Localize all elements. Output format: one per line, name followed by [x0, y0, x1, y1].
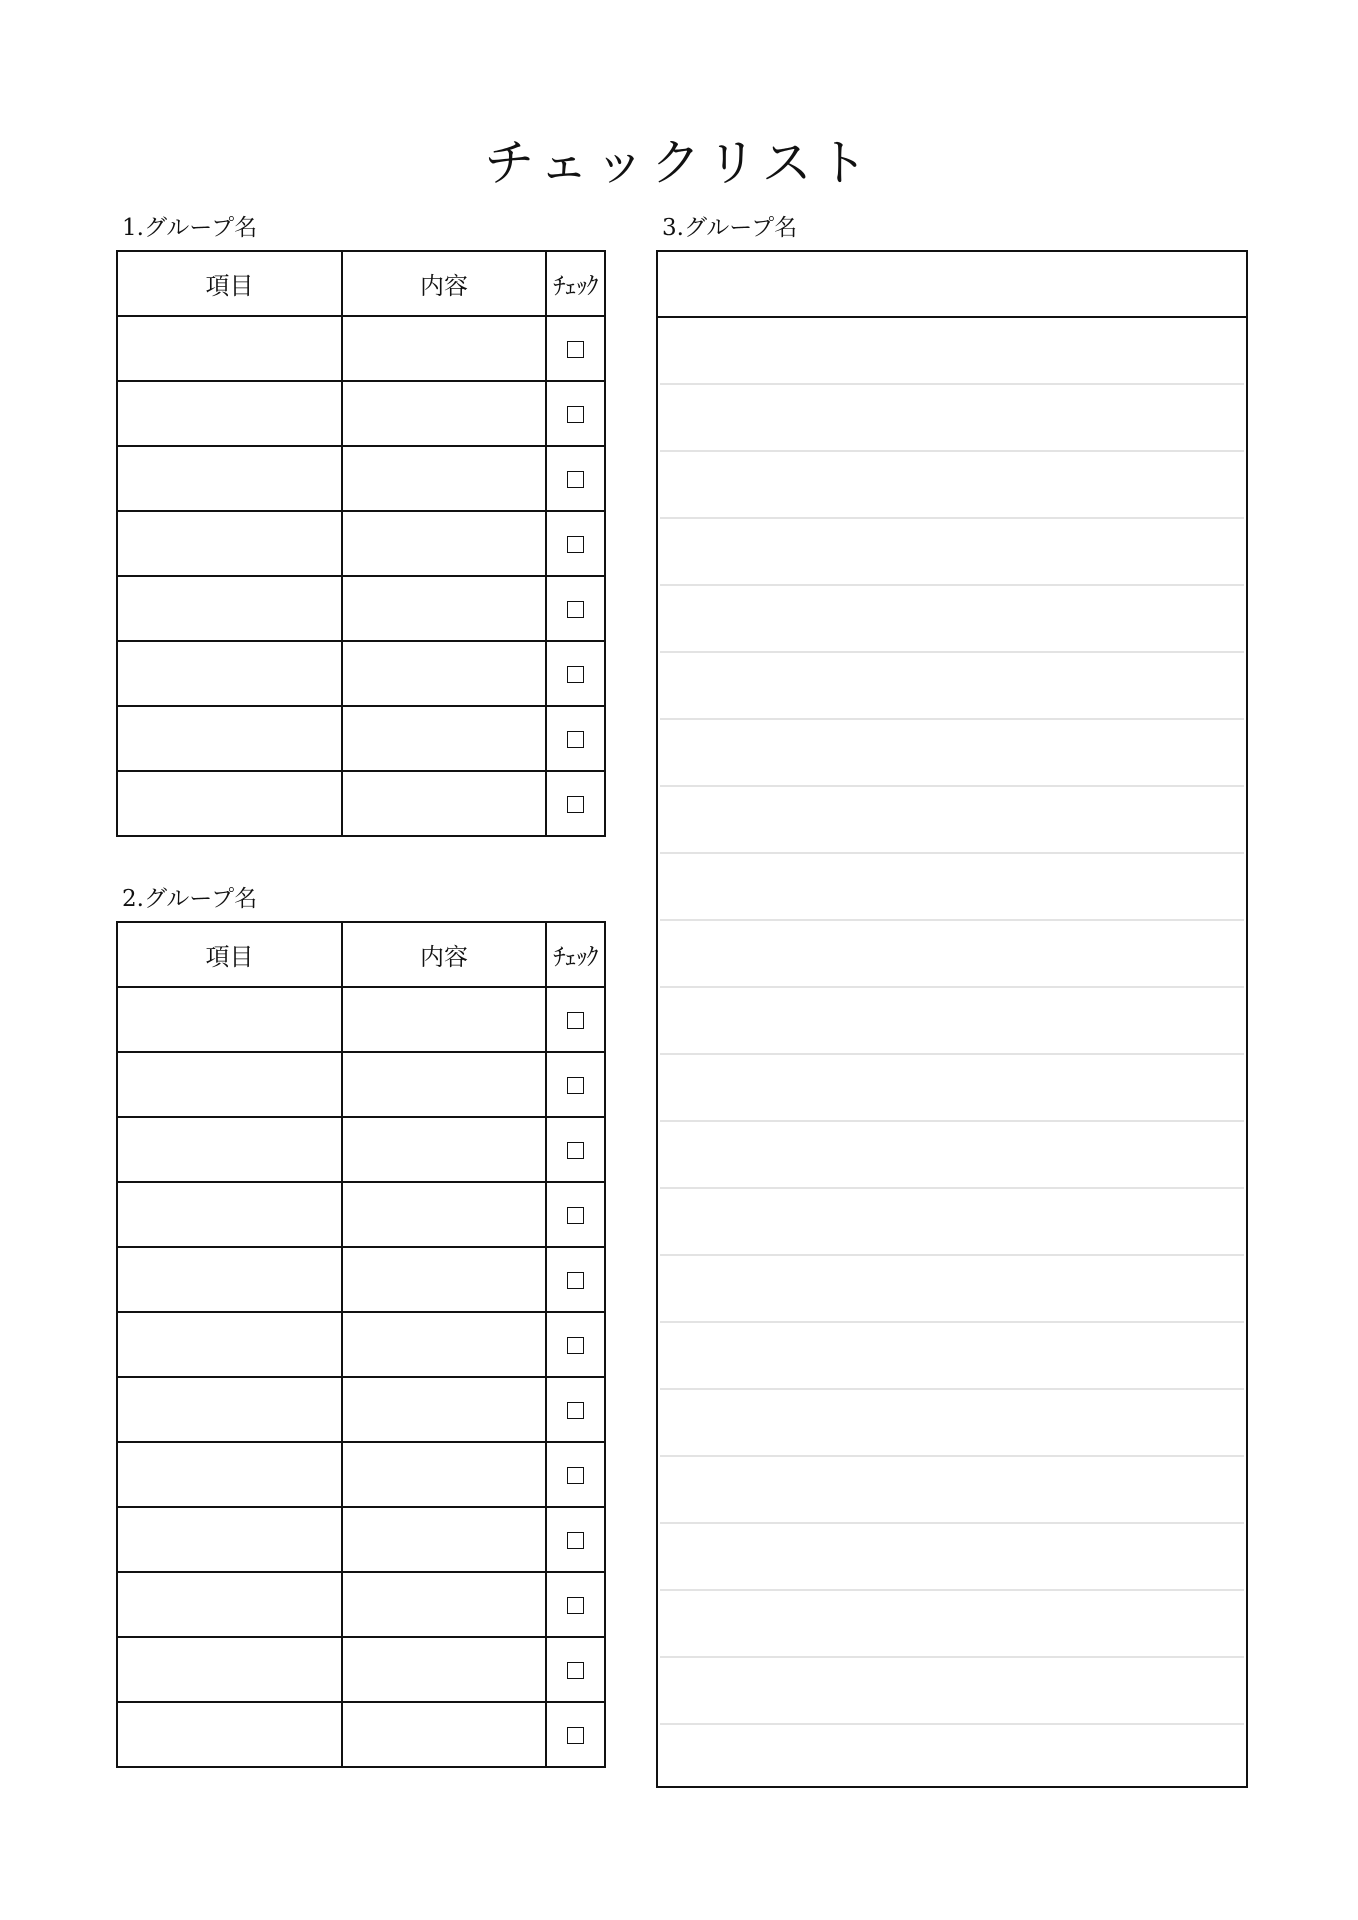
item-column-header: 項目 [117, 251, 342, 316]
content-cell[interactable] [342, 511, 546, 576]
note-line[interactable] [660, 1256, 1244, 1323]
item-cell[interactable] [117, 1247, 342, 1312]
table-row [117, 446, 605, 511]
item-cell[interactable] [117, 771, 342, 836]
check-cell [546, 1572, 605, 1637]
checkbox-icon[interactable] [567, 1532, 584, 1549]
table-row [117, 1637, 605, 1702]
note-line[interactable] [660, 1390, 1244, 1457]
content-cell[interactable] [342, 1117, 546, 1182]
item-cell[interactable] [117, 987, 342, 1052]
table-row [117, 511, 605, 576]
content-cell[interactable] [342, 381, 546, 446]
check-cell [546, 1182, 605, 1247]
group-3-notes-lines [658, 318, 1246, 1792]
group-2-label: 2.グループ名 [122, 886, 258, 912]
note-line[interactable] [660, 1524, 1244, 1591]
content-cell[interactable] [342, 706, 546, 771]
checkbox-icon[interactable] [567, 796, 584, 813]
item-cell[interactable] [117, 1702, 342, 1767]
note-line[interactable] [660, 988, 1244, 1055]
check-cell [546, 706, 605, 771]
table-row [117, 1572, 605, 1637]
checkbox-icon[interactable] [567, 1402, 584, 1419]
table-row [117, 1117, 605, 1182]
item-cell[interactable] [117, 1312, 342, 1377]
group-1-header-row [117, 251, 605, 316]
table-row [117, 576, 605, 641]
checkbox-icon[interactable] [567, 1142, 584, 1159]
checkbox-icon[interactable] [567, 471, 584, 488]
note-line[interactable] [660, 1189, 1244, 1256]
content-cell[interactable] [342, 446, 546, 511]
item-cell[interactable] [117, 706, 342, 771]
item-cell[interactable] [117, 1052, 342, 1117]
content-column-header: 内容 [342, 251, 546, 316]
content-cell[interactable] [342, 987, 546, 1052]
checkbox-icon[interactable] [567, 666, 584, 683]
check-cell [546, 1377, 605, 1442]
check-column-header: ﾁｪｯｸ [546, 251, 605, 316]
item-column-header: 項目 [117, 922, 342, 987]
group-1-table [116, 250, 606, 837]
check-cell [546, 641, 605, 706]
content-cell[interactable] [342, 641, 546, 706]
content-cell[interactable] [342, 1702, 546, 1767]
content-cell[interactable] [342, 1442, 546, 1507]
content-cell[interactable] [342, 1507, 546, 1572]
item-cell[interactable] [117, 1182, 342, 1247]
table-row [117, 706, 605, 771]
table-row [117, 1247, 605, 1312]
check-cell [546, 511, 605, 576]
checkbox-icon[interactable] [567, 1597, 584, 1614]
content-cell[interactable] [342, 1637, 546, 1702]
table-row [117, 316, 605, 381]
check-cell [546, 1507, 605, 1572]
check-cell [546, 1247, 605, 1312]
checkbox-icon[interactable] [567, 601, 584, 618]
checkbox-icon[interactable] [567, 406, 584, 423]
note-line[interactable] [660, 385, 1244, 452]
content-cell[interactable] [342, 1312, 546, 1377]
table-row [117, 1507, 605, 1572]
checkbox-icon[interactable] [567, 1272, 584, 1289]
note-line[interactable] [660, 452, 1244, 519]
group-2-table [116, 921, 606, 1768]
content-cell[interactable] [342, 1377, 546, 1442]
table-row [117, 381, 605, 446]
check-cell [546, 381, 605, 446]
item-cell[interactable] [117, 576, 342, 641]
check-cell [546, 1117, 605, 1182]
content-column-header: 内容 [342, 922, 546, 987]
table-row [117, 1312, 605, 1377]
checkbox-icon[interactable] [567, 1337, 584, 1354]
note-line[interactable] [660, 1591, 1244, 1658]
content-cell[interactable] [342, 316, 546, 381]
check-cell [546, 446, 605, 511]
item-cell[interactable] [117, 1117, 342, 1182]
checkbox-icon[interactable] [567, 341, 584, 358]
check-cell [546, 987, 605, 1052]
note-line[interactable] [660, 854, 1244, 921]
item-cell[interactable] [117, 1377, 342, 1442]
check-cell [546, 1702, 605, 1767]
note-line[interactable] [660, 1725, 1244, 1792]
group-3-notes-header[interactable] [658, 252, 1246, 318]
table-row [117, 641, 605, 706]
note-line[interactable] [660, 586, 1244, 653]
item-cell[interactable] [117, 316, 342, 381]
item-cell[interactable] [117, 1507, 342, 1572]
check-cell [546, 1637, 605, 1702]
table-row [117, 1182, 605, 1247]
checkbox-icon[interactable] [567, 1467, 584, 1484]
table-row [117, 1442, 605, 1507]
note-line[interactable] [660, 519, 1244, 586]
item-cell[interactable] [117, 446, 342, 511]
check-cell [546, 771, 605, 836]
check-cell [546, 316, 605, 381]
content-cell[interactable] [342, 1247, 546, 1312]
content-cell[interactable] [342, 1182, 546, 1247]
checkbox-icon[interactable] [567, 536, 584, 553]
check-cell [546, 1052, 605, 1117]
checkbox-icon[interactable] [567, 1077, 584, 1094]
group-1-rows [117, 316, 605, 836]
page-title: チェックリスト [484, 134, 874, 192]
note-line[interactable] [660, 653, 1244, 720]
item-cell[interactable] [117, 1637, 342, 1702]
note-line[interactable] [660, 1658, 1244, 1725]
checkbox-icon[interactable] [567, 1012, 584, 1029]
table-row [117, 1052, 605, 1117]
content-cell[interactable] [342, 1052, 546, 1117]
table-row [117, 987, 605, 1052]
note-line[interactable] [660, 318, 1244, 385]
checkbox-icon[interactable] [567, 1207, 584, 1224]
note-line[interactable] [660, 1323, 1244, 1390]
item-cell[interactable] [117, 641, 342, 706]
table-row [117, 1377, 605, 1442]
check-cell [546, 1312, 605, 1377]
check-column-header: ﾁｪｯｸ [546, 922, 605, 987]
note-line[interactable] [660, 921, 1244, 988]
note-line[interactable] [660, 1055, 1244, 1122]
group-3-notes-box [656, 250, 1248, 1788]
table-row [117, 1702, 605, 1767]
check-cell [546, 1442, 605, 1507]
item-cell[interactable] [117, 381, 342, 446]
note-line[interactable] [660, 1122, 1244, 1189]
group-2-rows [117, 987, 605, 1767]
table-row [117, 771, 605, 836]
group-3-label: 3.グループ名 [662, 215, 798, 241]
checkbox-icon[interactable] [567, 1727, 584, 1744]
content-cell[interactable] [342, 771, 546, 836]
note-line[interactable] [660, 720, 1244, 787]
checkbox-icon[interactable] [567, 731, 584, 748]
note-line[interactable] [660, 1457, 1244, 1524]
item-cell[interactable] [117, 511, 342, 576]
content-cell[interactable] [342, 576, 546, 641]
note-line[interactable] [660, 787, 1244, 854]
item-cell[interactable] [117, 1572, 342, 1637]
check-cell [546, 576, 605, 641]
group-1-label: 1.グループ名 [122, 215, 258, 241]
item-cell[interactable] [117, 1442, 342, 1507]
checkbox-icon[interactable] [567, 1662, 584, 1679]
group-2-header-row [117, 922, 605, 987]
content-cell[interactable] [342, 1572, 546, 1637]
